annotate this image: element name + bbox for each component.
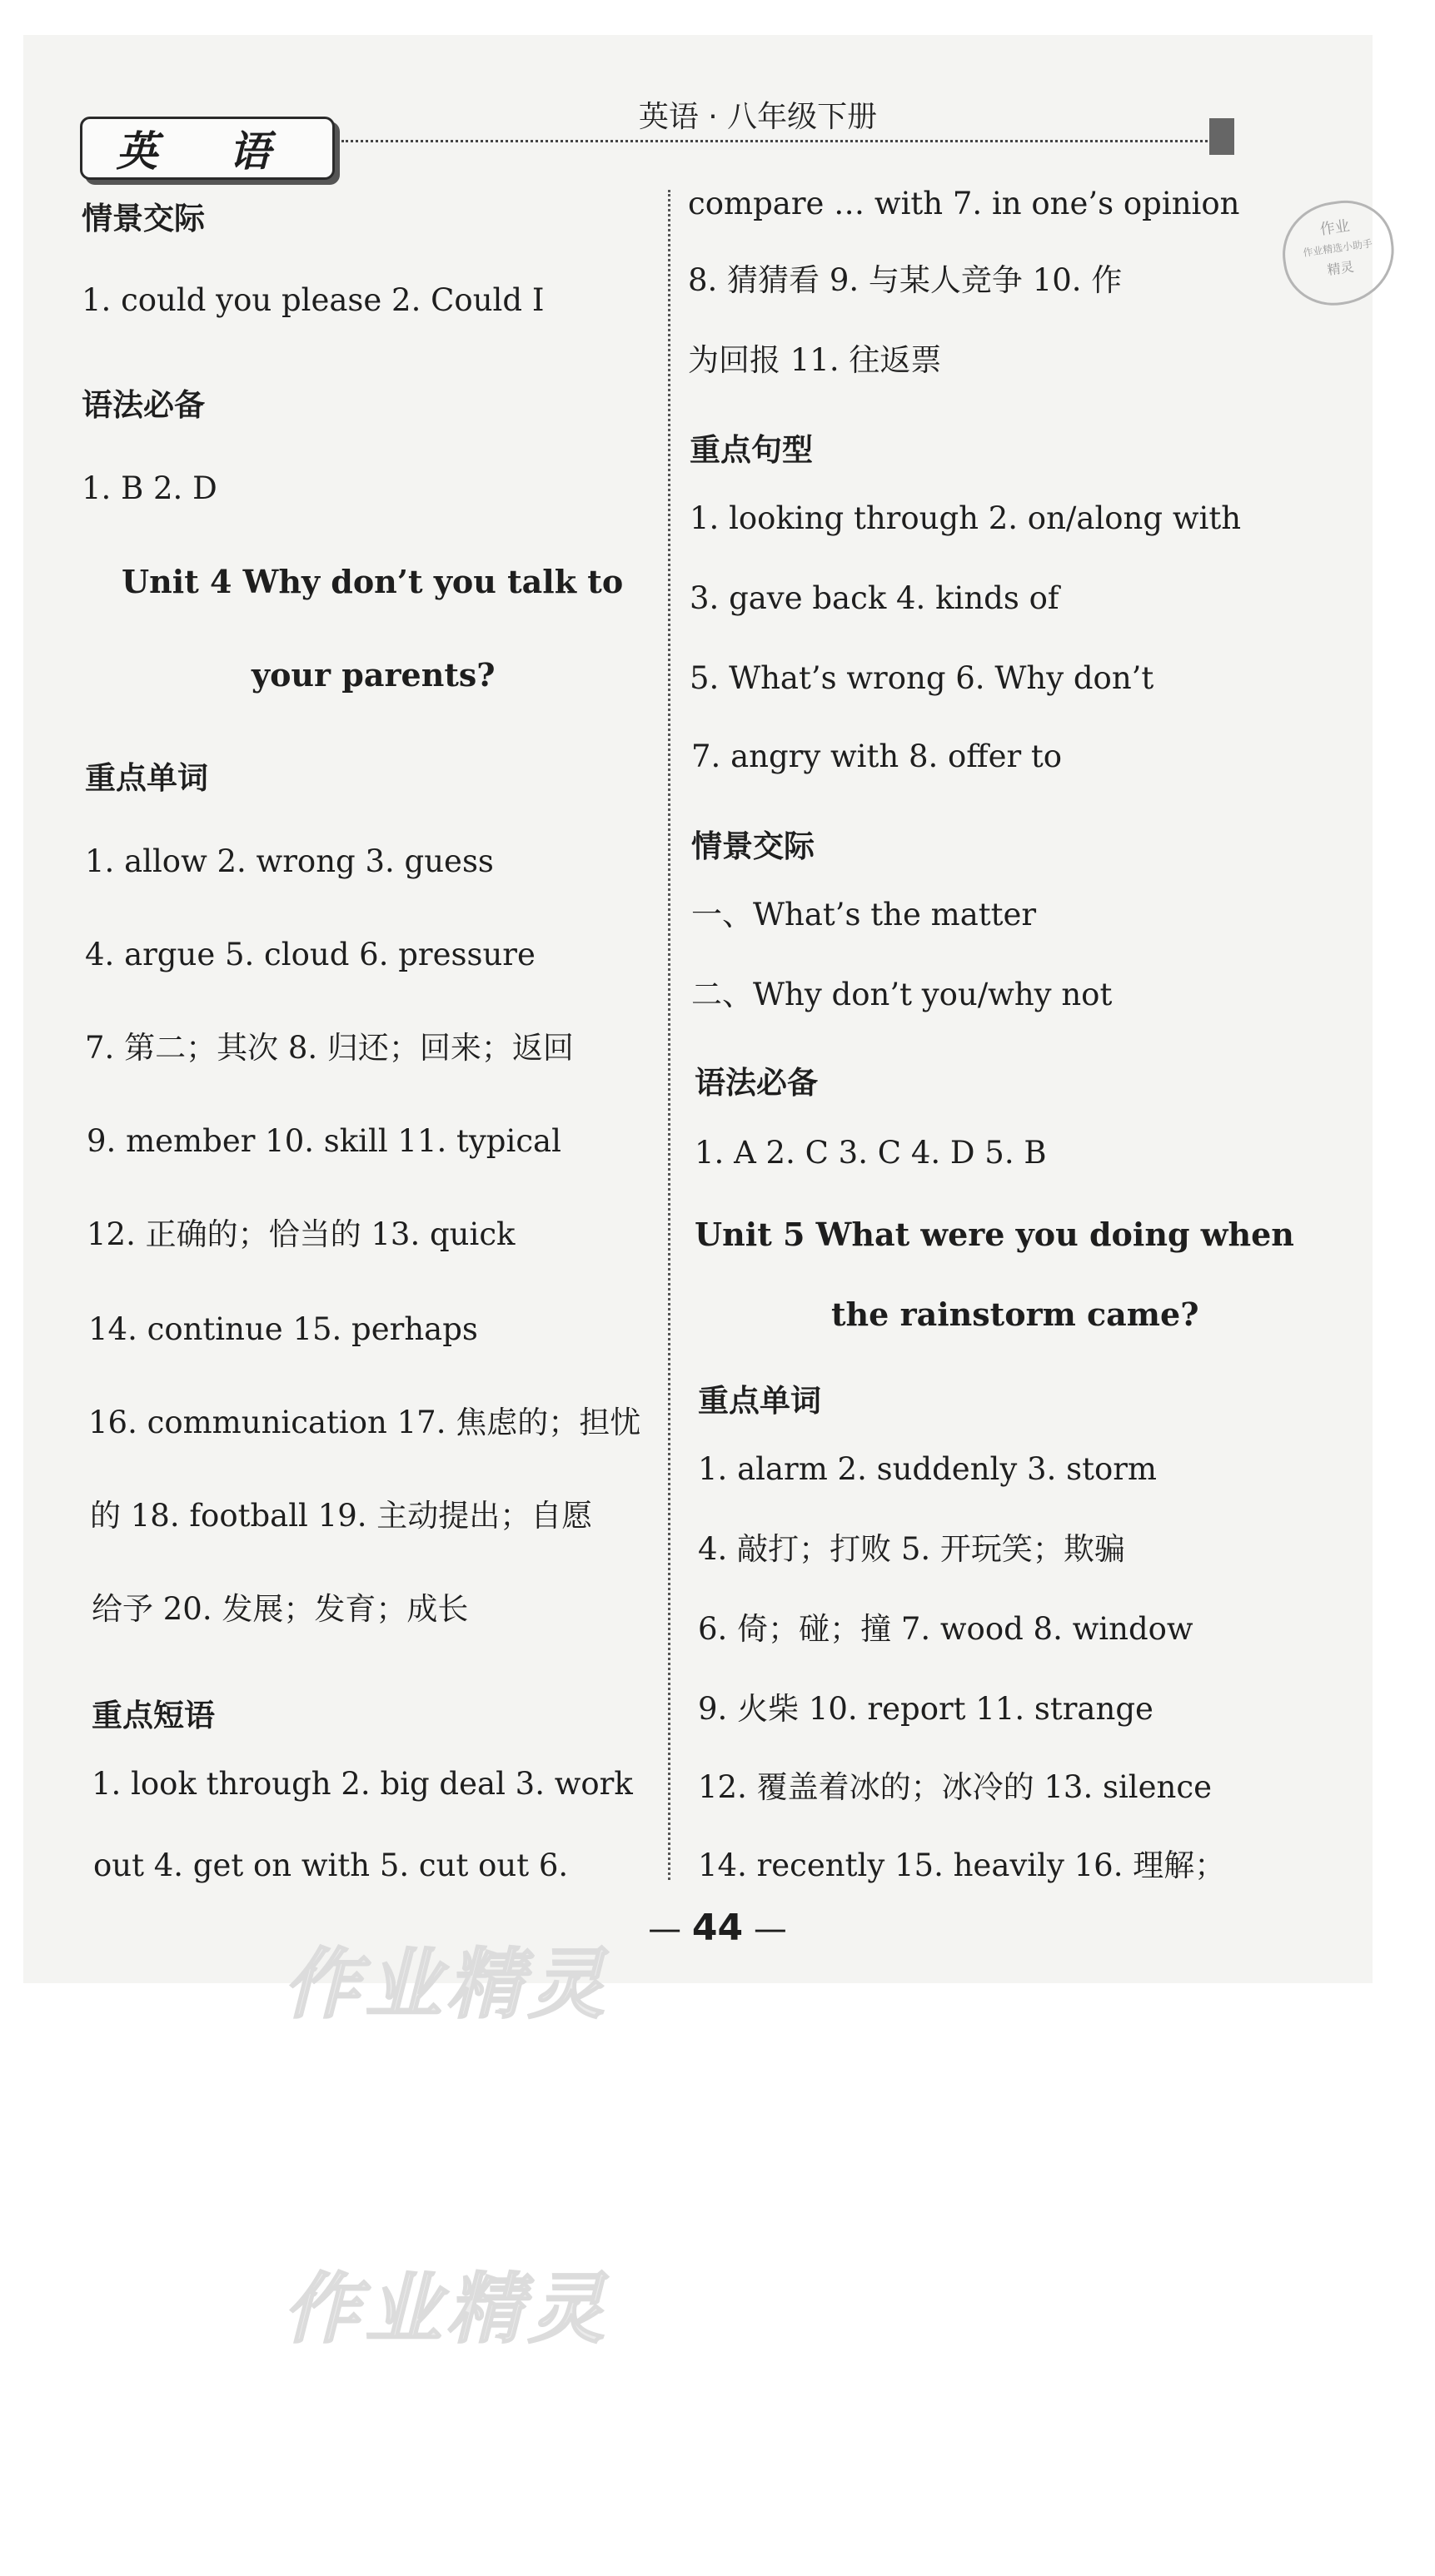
answer-line: 1. looking through 2. on/along with [690, 500, 1242, 536]
unit-title: Unit 5 What were you doing when [695, 1216, 1294, 1253]
answer-line: 1. alarm 2. suddenly 3. storm [698, 1451, 1157, 1487]
answer-line: 9. member 10. skill 11. typical [87, 1123, 561, 1159]
answer-line: 14. continue 15. perhaps [88, 1311, 478, 1347]
header-dotted-rule [341, 140, 1208, 142]
answer-line: 1. B 2. D [82, 470, 217, 506]
section-heading: 情景交际 [82, 201, 205, 236]
subject-tab: 英 语 [80, 117, 335, 180]
answer-line: out 4. get on with 5. cut out 6. [93, 1847, 569, 1883]
answer-line: 5. What’s wrong 6. Why don’t [690, 660, 1154, 696]
stamp-text-bottom: 精灵 [1326, 258, 1355, 278]
answer-line: 1. A 2. C 3. C 4. D 5. B [695, 1135, 1047, 1171]
answer-line: 为回报 11. 往返票 [688, 342, 942, 378]
answer-line: 给予 20. 发展；发育；成长 [92, 1591, 469, 1627]
footer-dash-right: — [753, 1910, 787, 1948]
header-marker [1209, 118, 1234, 155]
answer-line: 9. 火柴 10. report 11. strange [698, 1691, 1153, 1727]
book-title: 英语 · 八年级下册 [638, 100, 878, 134]
answer-line: 12. 覆盖着冰的；冰冷的 13. silence [698, 1769, 1212, 1805]
section-heading: 重点单词 [698, 1383, 821, 1419]
section-heading: 重点句型 [690, 432, 813, 468]
unit-title: Unit 4 Why don’t you talk to [122, 563, 624, 600]
answer-line: 1. allow 2. wrong 3. guess [85, 843, 494, 879]
answer-line: compare … with 7. in one’s opinion [688, 186, 1240, 221]
section-heading: 语法必备 [82, 387, 205, 423]
unit-title: your parents? [252, 656, 496, 694]
answer-line: 一、What’s the matter [691, 897, 1037, 932]
column-divider [668, 190, 670, 1880]
answer-line: 1. could you please 2. Could I [82, 282, 545, 318]
watermark: 作业精灵 [283, 1940, 610, 2029]
section-heading: 情景交际 [691, 828, 815, 864]
answer-line: 3. gave back 4. kinds of [690, 580, 1059, 616]
answer-line: 4. 敲打；打败 5. 开玩笑；欺骗 [698, 1531, 1125, 1567]
watermark: 作业精灵 [283, 2265, 610, 2354]
section-heading: 语法必备 [695, 1065, 818, 1101]
stamp-text-middle: 作业精选小助手 [1302, 237, 1373, 259]
answer-line: 14. recently 15. heavily 16. 理解； [698, 1847, 1226, 1883]
page-number: 44 [691, 1907, 744, 1949]
answer-line: 12. 正确的；恰当的 13. quick [87, 1216, 516, 1252]
answer-line: 1. look through 2. big deal 3. work [92, 1766, 633, 1802]
page-footer [0, 1907, 1435, 1949]
stamp-text-top: 作业 [1318, 216, 1352, 239]
answer-line: 8. 猜猜看 9. 与某人竞争 10. 作 [688, 262, 1123, 298]
section-heading: 重点短语 [92, 1698, 215, 1733]
answer-line: 7. angry with 8. offer to [691, 738, 1063, 774]
answer-line: 的 18. football 19. 主动提出；自愿 [90, 1498, 593, 1534]
section-heading: 重点单词 [85, 760, 208, 796]
answer-line: 二、Why don’t you/why not [691, 977, 1113, 1012]
answer-line: 6. 倚；碰；撞 7. wood 8. window [698, 1611, 1193, 1647]
answer-line: 16. communication 17. 焦虑的；担忧 [88, 1405, 641, 1440]
footer-dash-left: — [648, 1910, 682, 1948]
answer-line: 7. 第二；其次 8. 归还；回来；返回 [85, 1030, 574, 1066]
answer-line: 4. argue 5. cloud 6. pressure [85, 937, 536, 972]
unit-title: the rainstorm came? [831, 1295, 1199, 1333]
